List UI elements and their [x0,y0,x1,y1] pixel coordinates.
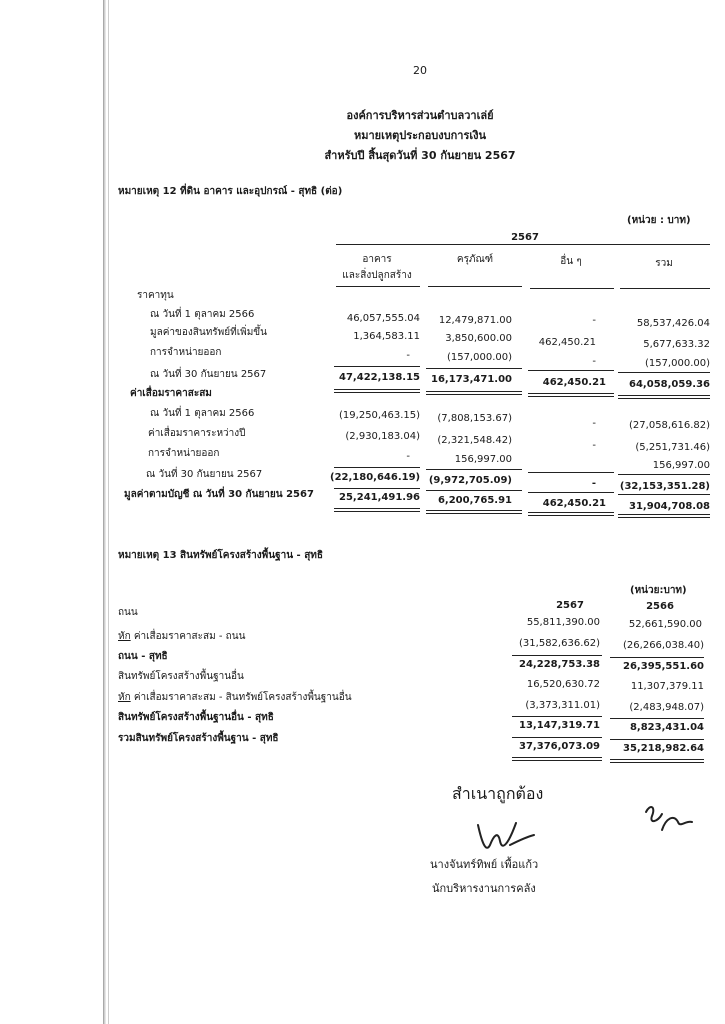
cell: - [406,451,410,462]
row-label: ณ วันที่ 30 กันยายน 2567 [150,369,267,380]
signatory-name: นางจันทร์ทิพย์ เพื้อแก้ว [430,858,539,871]
org-name: องค์การบริหารส่วนตำบลวาเล่ย์ [346,109,494,122]
cell: 64,058,059.36 [629,379,710,390]
total-double-rule [334,389,420,393]
page-number: 20 [413,64,427,77]
cell: 12,479,871.00 [438,315,512,326]
cell: (9,972,705.09) [428,475,512,486]
subtotal-rule [512,716,602,717]
total-double-rule [426,510,522,514]
row-label [118,690,352,705]
cell: (2,930,183.04) [345,431,420,442]
subtotal-rule [426,490,522,491]
cell: - [592,418,596,429]
row-label: ณ วันที่ 1 ตุลาคม 2566 [150,408,255,419]
row-prefix: หัก [118,631,131,642]
cell: (19,250,463.15) [339,410,420,421]
handwritten-signature [470,815,540,860]
cell: 16,173,471.00 [431,374,512,385]
subtotal-rule [512,655,602,656]
cell: 156,997.00 [454,454,512,465]
note13-title: หมายเหตุ 13 สินทรัพย์โครงสร้างพื้นฐาน - สุทธิ [118,550,323,561]
subtotal-rule [512,737,602,738]
row-label: การจำหน่ายออก [148,448,220,459]
note12-title: หมายเหตุ 12 ที่ดิน อาคาร และอุปกรณ์ - สุทธิ (ต่อ) [118,186,343,197]
total-double-rule [528,393,614,397]
cell: - [592,356,596,367]
signatory-position: นักบริหารงานการคลัง [432,882,536,895]
row-label: ณ วันที่ 1 ตุลาคม 2566 [150,309,255,320]
scan-binding-line [108,0,109,1024]
row-label: มูลค่าของสินทรัพย์ที่เพิ่มขึ้น [150,327,267,338]
col-2566: 2566 [646,601,674,612]
row-label: ณ วันที่ 30 กันยายน 2567 [146,469,263,480]
total-double-rule [618,514,710,518]
row-label: ถนน - สุทธิ [118,651,168,662]
cell: (27,058,616.82) [629,420,710,431]
cell: 13,147,319.71 [519,720,600,731]
cell: (22,180,646.19) [330,472,421,483]
subtotal-rule [618,494,710,495]
row-label: มูลค่าตามบัญชี ณ วันที่ 30 กันยายน 2567 [124,489,314,500]
total-double-rule [512,757,602,761]
scan-binding-edge [103,0,106,1024]
total-double-rule [334,508,420,512]
total-double-rule [528,512,614,516]
certified-copy-stamp: สำเนาถูกต้อง [452,784,544,803]
subtotal-rule [618,474,710,475]
cell: 462,450.21 [542,377,606,388]
cell: 6,200,765.91 [437,495,512,506]
cell: 3,850,600.00 [445,333,512,344]
cell: 8,823,431.04 [629,722,704,733]
col-building-1: อาคาร [362,254,392,265]
cell: 26,395,551.60 [623,661,704,672]
cell: 11,307,379.11 [630,681,704,692]
row-label: ค่าเสื่อมราคาสะสม [130,388,212,399]
cell: 25,241,491.96 [339,492,420,503]
cell: 58,537,426.04 [636,318,710,329]
col-total: รวม [655,258,673,269]
cell: (5,251,731.46) [635,442,710,453]
total-double-rule [610,759,704,763]
cell: (26,266,038.40) [623,640,704,651]
cell: 46,057,555.04 [346,313,420,324]
subtotal-rule [334,366,420,367]
col-2567: 2567 [556,600,584,611]
cell: (2,321,548.42) [437,435,512,446]
row-text: ค่าเสื่อมราคาสะสม - ถนน [130,631,246,642]
subtotal-rule [426,469,522,470]
header-rule-3 [530,288,614,289]
subtotal-rule [334,488,420,489]
subtotal-rule [426,368,522,369]
subtotal-rule [610,739,704,740]
cell: 24,228,753.38 [519,659,600,670]
cell: 55,811,390.00 [526,617,600,628]
cell: 16,520,630.72 [526,679,600,690]
cell: 156,997.00 [652,460,710,471]
row-label: รวมสินทรัพย์โครงสร้างพื้นฐาน - สุทธิ [118,733,279,744]
cell: (31,582,636.62) [519,638,600,649]
row-label: สินทรัพย์โครงสร้างพื้นฐานอื่น - สุทธิ [118,712,274,723]
row-label: การจำหน่ายออก [150,347,222,358]
cell: (157,000.00) [644,358,710,369]
header-rule-1 [336,286,420,287]
statement-title: หมายเหตุประกอบงบการเงิน [353,129,487,142]
total-double-rule [426,391,522,395]
col-building-2: และสิ่งปลูกสร้าง [342,270,412,281]
row-text: ค่าเสื่อมราคาสะสม - สินทรัพย์โครงสร้างพื้นฐานอื่น [130,692,352,703]
cell: - [592,440,596,451]
row-label [118,629,245,644]
cell: 31,904,708.08 [629,501,710,512]
subtotal-rule [618,372,710,373]
header-rule-4 [620,288,710,289]
year-rule [336,244,710,245]
col-other: อื่น ๆ [560,256,582,267]
statement-period: สำหรับปี สิ้นสุดวันที่ 30 กันยายน 2567 [324,149,516,162]
cell: 462,450.21 [542,498,606,509]
cell: (157,000.00) [446,352,512,363]
header-rule-2 [428,286,522,287]
cell: - [406,350,410,361]
subtotal-rule [334,467,420,468]
row-prefix: หัก [118,692,131,703]
note12-year: 2567 [511,232,539,243]
row-label: ถนน [118,607,138,618]
cell: - [592,315,596,326]
cell: 35,218,982.64 [623,743,704,754]
subtotal-rule [610,657,704,658]
cell: 1,364,583.11 [353,331,420,342]
note12-unit: (หน่วย : บาท) [627,215,691,226]
cell: 5,677,633.32 [643,339,710,350]
subtotal-rule [528,370,614,371]
cell: (32,153,351.28) [619,481,710,492]
subtotal-rule [610,718,704,719]
cell: (3,373,311.01) [525,700,600,711]
note13-unit: (หน่วย:บาท) [630,585,687,596]
cell: 462,450.21 [538,337,596,348]
col-equipment: ครุภัณฑ์ [456,254,494,265]
cell: (2,483,948.07) [629,702,704,713]
total-double-rule [618,395,710,399]
row-label: ค่าเสื่อมราคาระหว่างปี [148,428,246,439]
row-label: สินทรัพย์โครงสร้างพื้นฐานอื่น [118,671,244,682]
initials-signature [640,800,700,840]
subtotal-rule [528,472,614,473]
cell: 47,422,138.15 [339,372,420,383]
cell: 37,376,073.09 [519,741,600,752]
row-label: ราคาทุน [137,290,174,301]
cell: (7,808,153.67) [437,413,512,424]
cell: - [591,478,596,489]
cell: 52,661,590.00 [628,619,702,630]
subtotal-rule [528,492,614,493]
